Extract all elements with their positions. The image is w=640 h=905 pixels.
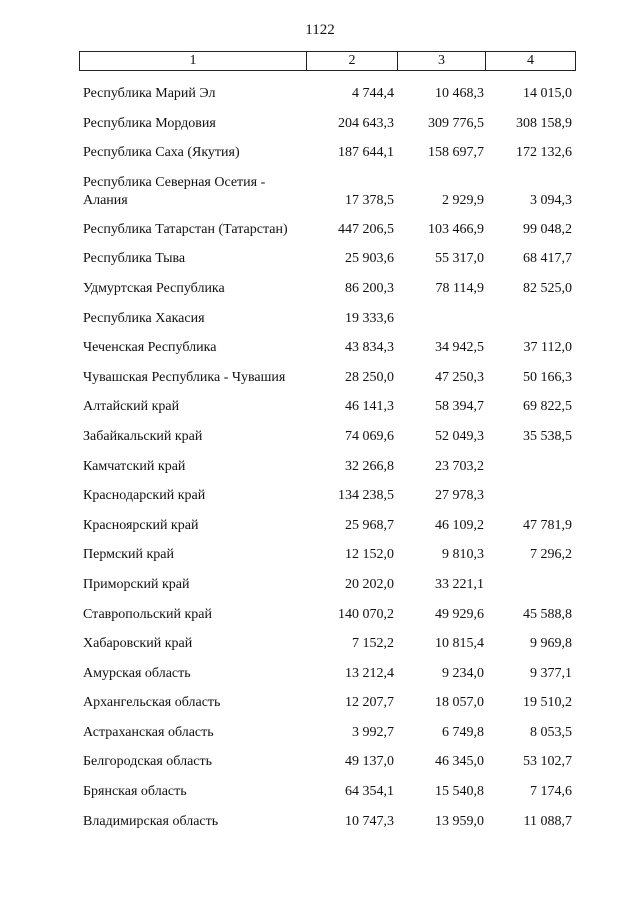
value-col-4: 82 525,0 bbox=[523, 280, 572, 296]
table-row bbox=[0, 541, 640, 571]
value-col-3: 27 978,3 bbox=[435, 488, 484, 504]
region-name: Ставропольский край bbox=[83, 606, 212, 622]
value-col-4: 8 053,5 bbox=[530, 724, 572, 740]
region-name: Удмуртская Республика bbox=[83, 280, 225, 296]
value-col-3: 55 317,0 bbox=[435, 251, 484, 267]
region-name: Краснодарский край bbox=[83, 488, 206, 504]
value-col-2: 7 152,2 bbox=[352, 636, 394, 652]
table-row bbox=[0, 748, 640, 778]
region-name: Чеченская Республика bbox=[83, 340, 217, 356]
value-col-4: 35 538,5 bbox=[523, 428, 572, 444]
value-col-2: 12 152,0 bbox=[345, 547, 394, 563]
value-col-2: 25 968,7 bbox=[345, 517, 394, 533]
value-col-2: 187 644,1 bbox=[338, 145, 394, 161]
region-name: Алтайский край bbox=[83, 399, 180, 415]
region-name: Камчатский край bbox=[83, 458, 186, 474]
region-name: Республика Мордовия bbox=[83, 115, 216, 131]
value-col-3: 33 221,1 bbox=[435, 576, 484, 592]
value-col-3: 49 929,6 bbox=[435, 606, 484, 622]
table-row bbox=[0, 305, 640, 335]
value-col-2: 28 250,0 bbox=[345, 369, 394, 385]
region-name: Пермский край bbox=[83, 547, 174, 563]
value-col-4: 308 158,9 bbox=[516, 115, 572, 131]
value-col-2: 25 903,6 bbox=[345, 251, 394, 267]
table-row bbox=[0, 275, 640, 305]
value-col-2: 49 137,0 bbox=[345, 754, 394, 770]
region-name: Республика Северная Осетия - Алания bbox=[83, 174, 266, 208]
region-name: Архангельская область bbox=[83, 695, 221, 711]
value-col-3: 23 703,2 bbox=[435, 458, 484, 474]
table-row bbox=[0, 393, 640, 423]
value-col-2: 19 333,6 bbox=[345, 310, 394, 326]
value-col-3: 9 234,0 bbox=[442, 665, 484, 681]
value-col-3: 103 466,9 bbox=[428, 221, 484, 237]
value-col-4: 99 048,2 bbox=[523, 221, 572, 237]
value-col-2: 447 206,5 bbox=[338, 221, 394, 237]
value-col-3: 309 776,5 bbox=[428, 115, 484, 131]
value-col-2: 3 992,7 bbox=[352, 724, 394, 740]
value-col-3: 47 250,3 bbox=[435, 369, 484, 385]
table-row bbox=[0, 245, 640, 275]
value-col-2: 17 378,5 bbox=[345, 192, 394, 208]
table-row bbox=[0, 139, 640, 169]
region-name: Белгородская область bbox=[83, 754, 213, 770]
region-name: Брянская область bbox=[83, 784, 187, 800]
value-col-3: 9 810,3 bbox=[442, 547, 484, 563]
value-col-2: 64 354,1 bbox=[345, 784, 394, 800]
value-col-3: 6 749,8 bbox=[442, 724, 484, 740]
column-header-3: 3 bbox=[398, 52, 486, 70]
value-col-3: 52 049,3 bbox=[435, 428, 484, 444]
table-row bbox=[0, 482, 640, 512]
region-name: Республика Саха (Якутия) bbox=[83, 145, 240, 161]
region-name: Астраханская область bbox=[83, 724, 214, 740]
column-header-2: 2 bbox=[307, 52, 398, 70]
table-row bbox=[0, 630, 640, 660]
value-col-3: 2 929,9 bbox=[442, 192, 484, 208]
value-col-4: 7 296,2 bbox=[530, 547, 572, 563]
value-col-3: 46 109,2 bbox=[435, 517, 484, 533]
table-row bbox=[0, 453, 640, 483]
table-row bbox=[0, 364, 640, 394]
table-row bbox=[0, 571, 640, 601]
table-row bbox=[0, 169, 640, 216]
value-col-3: 46 345,0 bbox=[435, 754, 484, 770]
table-row bbox=[0, 689, 640, 719]
value-col-4: 3 094,3 bbox=[530, 192, 572, 208]
value-col-3: 10 815,4 bbox=[435, 636, 484, 652]
value-col-2: 204 643,3 bbox=[338, 115, 394, 131]
value-col-4: 68 417,7 bbox=[523, 251, 572, 267]
value-col-2: 74 069,6 bbox=[345, 428, 394, 444]
region-name: Красноярский край bbox=[83, 517, 199, 533]
table-row bbox=[0, 334, 640, 364]
region-name: Владимирская область bbox=[83, 813, 219, 829]
table-row bbox=[0, 719, 640, 749]
region-name: Республика Татарстан (Татарстан) bbox=[83, 221, 288, 237]
region-name: Забайкальский край bbox=[83, 428, 203, 444]
value-col-2: 12 207,7 bbox=[345, 695, 394, 711]
value-col-4: 53 102,7 bbox=[523, 754, 572, 770]
value-col-4: 47 781,9 bbox=[523, 517, 572, 533]
value-col-3: 58 394,7 bbox=[435, 399, 484, 415]
table-row bbox=[0, 110, 640, 140]
column-header-1: 1 bbox=[80, 52, 307, 70]
value-col-2: 46 141,3 bbox=[345, 399, 394, 415]
column-header-4: 4 bbox=[527, 53, 534, 68]
value-col-2: 134 238,5 bbox=[338, 488, 394, 504]
region-name: Республика Тыва bbox=[83, 251, 186, 267]
value-col-4: 37 112,0 bbox=[523, 340, 572, 356]
value-col-4: 9 969,8 bbox=[530, 636, 572, 652]
region-name: Амурская область bbox=[83, 665, 191, 681]
page-number: 1122 bbox=[305, 22, 335, 38]
value-col-2: 10 747,3 bbox=[345, 813, 394, 829]
region-name: Чувашская Республика - Чувашия bbox=[83, 369, 286, 385]
value-col-3: 34 942,5 bbox=[435, 340, 484, 356]
value-col-2: 43 834,3 bbox=[345, 340, 394, 356]
value-col-2: 4 744,4 bbox=[352, 86, 394, 101]
table-body bbox=[0, 80, 640, 837]
table-row bbox=[0, 601, 640, 631]
value-col-2: 86 200,3 bbox=[345, 280, 394, 296]
value-col-3: 10 468,3 bbox=[435, 86, 484, 101]
value-col-2: 140 070,2 bbox=[338, 606, 394, 622]
region-name: Приморский край bbox=[83, 576, 190, 592]
table-row bbox=[0, 660, 640, 690]
table-row bbox=[0, 778, 640, 808]
table-row bbox=[0, 216, 640, 246]
value-col-2: 32 266,8 bbox=[345, 458, 394, 474]
table-row bbox=[0, 423, 640, 453]
table-row bbox=[0, 808, 640, 838]
value-col-3: 18 057,0 bbox=[435, 695, 484, 711]
value-col-2: 13 212,4 bbox=[345, 665, 394, 681]
value-col-3: 13 959,0 bbox=[435, 813, 484, 829]
value-col-3: 78 114,9 bbox=[435, 280, 484, 296]
value-col-4: 7 174,6 bbox=[530, 784, 572, 800]
table-row bbox=[0, 512, 640, 542]
table-row bbox=[0, 80, 640, 110]
region-name: Республика Марий Эл bbox=[83, 86, 216, 101]
value-col-4: 19 510,2 bbox=[523, 695, 572, 711]
value-col-4: 69 822,5 bbox=[523, 399, 572, 415]
value-col-3: 158 697,7 bbox=[428, 145, 484, 161]
value-col-2: 20 202,0 bbox=[345, 576, 394, 592]
value-col-4: 14 015,0 bbox=[523, 86, 572, 101]
table-header bbox=[79, 51, 576, 71]
value-col-4: 9 377,1 bbox=[530, 665, 572, 681]
value-col-4: 11 088,7 bbox=[523, 813, 572, 829]
value-col-3: 15 540,8 bbox=[435, 784, 484, 800]
region-name: Хабаровский край bbox=[83, 636, 193, 652]
value-col-4: 45 588,8 bbox=[523, 606, 572, 622]
region-name: Республика Хакасия bbox=[83, 310, 205, 326]
value-col-4: 172 132,6 bbox=[516, 145, 572, 161]
value-col-4: 50 166,3 bbox=[523, 369, 572, 385]
